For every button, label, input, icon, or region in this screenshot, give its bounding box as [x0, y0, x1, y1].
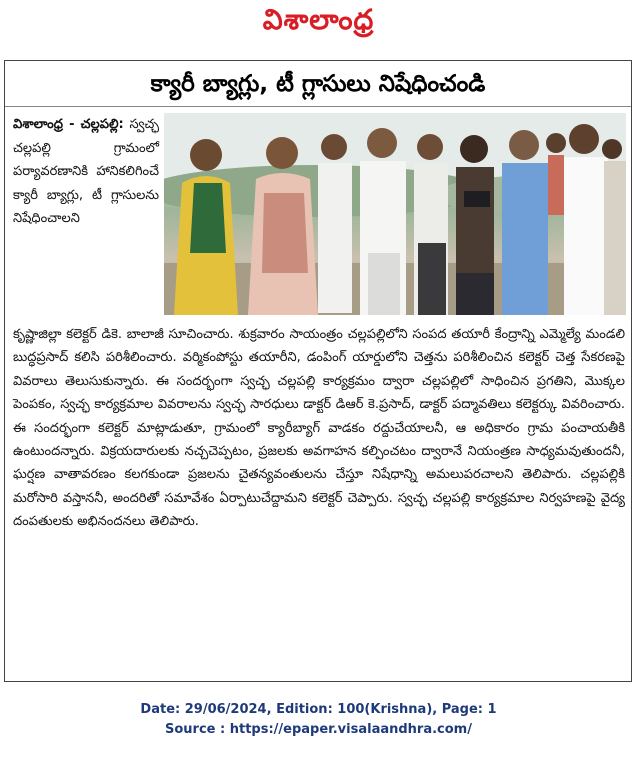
article-lead-text: స్వచ్ఛ చల్లపల్లి గ్రామంలో పర్యావరణానికి హానికలిగించే క్యారీ బ్యాగ్లు, టీ గ్లాసులను నిషేధించాలని [13, 117, 159, 226]
article-headline: క్యారీ బ్యాగ్లు, టీ గ్లాసులు నిషేధించండి [150, 71, 486, 97]
source-link[interactable]: Source : https://epaper.visalaandhra.com/ [165, 722, 472, 737]
article-body [13, 323, 625, 534]
group-photo-illustration [164, 113, 626, 315]
news-clipping [4, 60, 632, 682]
headline-divider [5, 106, 631, 107]
article-photo [164, 113, 626, 315]
edition-info: Date: 29/06/2024, Edition: 100(Krishna), Page: 1 [140, 702, 497, 717]
newspaper-masthead: విశాలాంధ్ర [262, 3, 375, 36]
article-lead-column [13, 113, 159, 231]
article-body-paragraph: కృష్ణాజిల్లా కలెక్టర్ డికె. బాలాజీ సూచించారు. శుక్రవారం సాయంత్రం చల్లపల్లిలోని సంపద తయారీ కేంద్రాన్ని ఎమ్మెల్యే మండలి బుద్ధప్రసాద్ కలిసి పరిశీలించారు. వర్మికంపోస్టు తయారీని, డంపింగ్ యార్డులోని చెత్తను పరిశీలించిన కలెక్టర్ చెత్త సేకరణపై వివరాలు తెలుసుకున్నారు. ఈ సందర్భంగా స్వచ్ఛ చల్లపల్లి కార్యక్రమం ద్వారా చల్లపల్లిలో సాధించిన ప్రగతిని, మొక్కల పెంపకం, స్వచ్ఛ కార్యక్రమాల వివరాలను స్వచ్ఛ సారధులు డాక్టర్ డిఆర్ కె.ప్రసాద్, డాక్టర్ పద్మావతిలు కలెక్టర్కు వివరించారు. ఈ సందర్భంగా కలెక్టర్ మాట్లాడుతూ, గ్రామంలో క్యారీబ్యాగ్ వాడకం రద్దుచేయాలనీ, ఆ అధికారం గ్రామ పంచాయతీకి ఉంటుందన్నారు. విక్రయదారులకు నచ్చచెప్పటం, ప్రజలకు అవగాహన కల్పించటం ద్వారానే నియంత్రణ సాధ్యమవుతుందనీ, ఘర్షణ వాతావరణం కలగకుండా ప్రజలను చైతన్యవంతులను చేస్తూ నిషేధాన్ని అమలుపరచాలని తెలిపారు. చల్లపల్లికి మరోసారి వస్తాననీ, అందరితో సమావేశం ఏర్పాటుచేద్దామని కలెక్టర్ చెప్పారు. స్వచ్ఛ చల్లపల్లి కార్యక్రమాల నిర్వహణపై వైద్య దంపతులకు అభినందనలు తెలిపారు. [13, 327, 625, 530]
article-byline: విశాలాంధ్ర - చల్లపల్లి: [13, 117, 124, 132]
page-footer [0, 700, 637, 740]
